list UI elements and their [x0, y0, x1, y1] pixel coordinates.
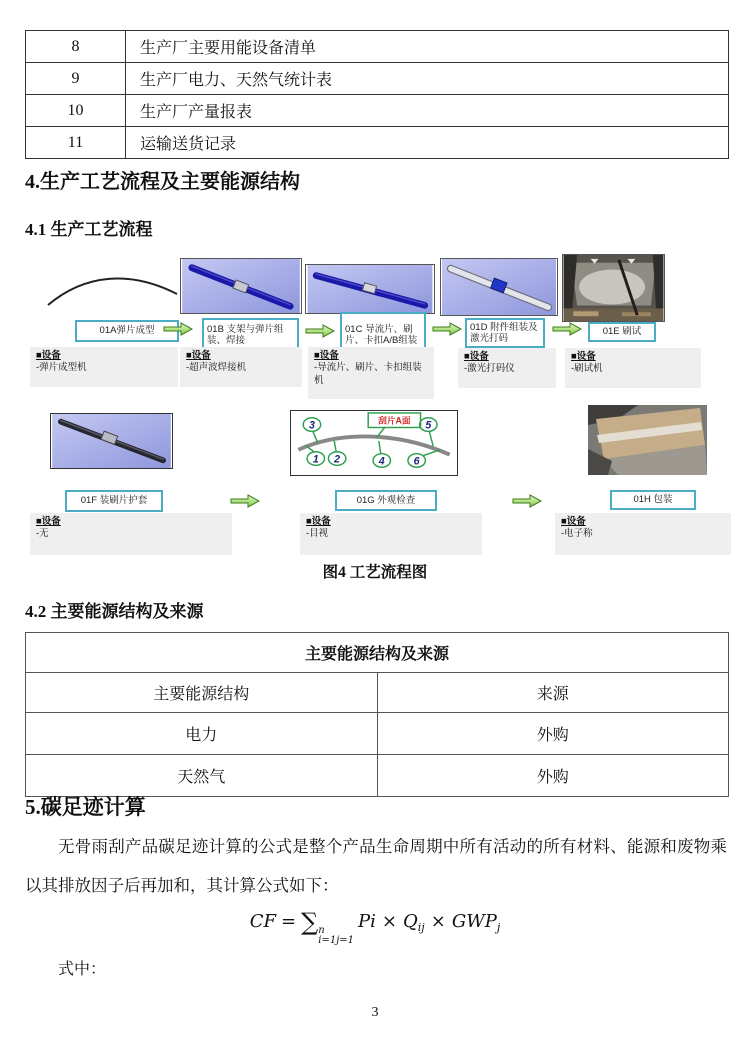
equipment-note-01B: [180, 347, 302, 387]
flow-arrow-icon: [432, 322, 462, 336]
table-row: [26, 713, 729, 755]
formula-cf: CF: [249, 911, 277, 932]
formula-q-subscript: ij: [417, 921, 425, 934]
equipment-note-01D: [458, 348, 556, 388]
section-4-1-heading: 4.1 生产工艺流程: [25, 220, 153, 239]
wiper-with-cover-image: [50, 413, 173, 469]
sigma-symbol: ∑: [301, 908, 319, 936]
equipment-note-01E: [565, 348, 701, 388]
sum-limits: [318, 926, 354, 946]
table-row: [26, 95, 729, 127]
energy-cell: 天然气: [26, 755, 378, 797]
sketch-number-4: 4: [378, 455, 385, 468]
sketch-number-1: 1: [312, 453, 319, 466]
equipment-note-01F: [30, 513, 232, 555]
station-01F-box: 01F 装刷片护套: [65, 490, 163, 512]
flow-arrow-icon: [552, 322, 582, 336]
formula-equals: =: [281, 911, 297, 932]
sum-lower-limit: i=1j=1: [318, 935, 355, 946]
times-sign: ×: [430, 911, 446, 932]
equipment-note-01H: [555, 513, 731, 555]
doc-row-text: 运输送货记录: [126, 127, 729, 159]
windshield-test-photo: [562, 254, 665, 322]
equipment-item: -超声波焊接机: [186, 362, 247, 374]
section-4-heading: 4.生产工艺流程及主要能源结构: [25, 171, 300, 193]
station-01G-box: 01G 外观检查: [335, 490, 437, 511]
section-4-2-heading: 4.2 主要能源结构及来源: [25, 602, 204, 621]
energy-cell: 外购: [377, 755, 729, 797]
sketch-number-6: 6: [413, 455, 420, 468]
page-number: 3: [371, 1005, 379, 1020]
formula-term-p: Pi: [358, 911, 376, 932]
wiper-assembly-image: [180, 258, 302, 314]
equipment-item: -电子称: [561, 528, 593, 540]
station-01H-box: 01H 包装: [610, 490, 696, 510]
table-row: [26, 127, 729, 159]
times-sign: ×: [381, 911, 398, 932]
equipment-item: -刷试机: [571, 363, 603, 375]
coded-wiper-image: [440, 258, 558, 316]
equipment-label: ■设备: [314, 350, 339, 361]
carbon-footprint-paragraph: 无骨雨刮产品碳足迹计算的公式是整个产品生命周期中所有活动的所有材料、能源和废物乘以其排放因子后再加和，其计算公式如下：: [25, 837, 727, 895]
energy-cell: 电力: [26, 713, 378, 755]
equipment-item: -激光打码仪: [464, 363, 515, 375]
equipment-label: ■设备: [186, 350, 211, 361]
doc-row-number: 10: [26, 95, 126, 127]
energy-cell: 外购: [377, 713, 729, 755]
sketch-number-2: 2: [334, 453, 341, 466]
doc-row-text: 生产厂电力、天然气统计表: [126, 63, 729, 95]
station-01A-box: 01A弹片成型: [75, 320, 179, 342]
equipment-label: ■设备: [36, 350, 61, 361]
energy-structure-table: [25, 632, 729, 797]
wiper-with-clips-image: [305, 264, 435, 314]
equipment-item: -导流片、刷片、卡扣组装机: [314, 362, 422, 386]
packaging-box-photo: [588, 405, 707, 475]
equipment-note-01A: [30, 347, 178, 387]
equipment-label: ■设备: [464, 351, 489, 362]
equipment-item: -弹片成型机: [36, 362, 87, 374]
station-01E-box: 01E 刷试: [588, 322, 656, 342]
station-01C-box: 01C 导流片、刷片、卡扣A/B组装: [340, 312, 426, 358]
flow-arrow-icon: [512, 494, 542, 508]
station-01B-box: 01B 支架与弹片组装、焊接: [202, 318, 299, 352]
station-01D-box: 01D 附件组装及激光打码: [465, 318, 545, 348]
formula-intro-label: 式中：: [58, 961, 107, 978]
sum-upper-limit: n: [318, 925, 325, 936]
doc-row-text: 生产厂主要用能设备清单: [126, 31, 729, 63]
energy-table-title: 主要能源结构及来源: [26, 633, 729, 673]
formula-term-gwp: GWP: [451, 911, 497, 932]
figure-caption: 图4 工艺流程图: [322, 564, 428, 581]
inspection-points-sketch: [290, 410, 458, 476]
table-row: [26, 31, 729, 63]
flow-arrow-icon: [230, 494, 260, 508]
equipment-label: ■设备: [561, 516, 586, 527]
energy-col2-header: 来源: [377, 673, 729, 713]
sketch-label: 刮片A面: [378, 415, 411, 426]
doc-row-number: 9: [26, 63, 126, 95]
cf-formula: [0, 908, 750, 946]
table-row: [26, 63, 729, 95]
flow-arrow-icon: [305, 324, 335, 338]
sketch-number-5: 5: [425, 419, 432, 432]
doc-row-text: 生产厂产量报表: [126, 95, 729, 127]
process-flow-diagram: [23, 252, 733, 558]
section-5-heading: 5.碳足迹计算: [25, 795, 146, 819]
equipment-note-01C: [308, 347, 434, 399]
equipment-item: -目视: [306, 528, 329, 540]
energy-col1-header: 主要能源结构: [26, 673, 378, 713]
doc-row-number: 11: [26, 127, 126, 159]
flow-arrow-icon: [163, 322, 193, 336]
spring-strip-curve-image: [45, 266, 180, 312]
equipment-label: ■设备: [571, 351, 596, 362]
formula-gwp-subscript: j: [496, 921, 501, 934]
equipment-note-01G: [300, 513, 482, 555]
equipment-label: ■设备: [306, 516, 331, 527]
sketch-number-3: 3: [308, 419, 315, 432]
equipment-label: ■设备: [36, 516, 61, 527]
doc-row-number: 8: [26, 31, 126, 63]
formula-term-q: Q: [403, 911, 418, 932]
table-row: [26, 673, 729, 713]
document-list-table: [25, 30, 729, 159]
equipment-item: -无: [36, 528, 49, 540]
table-row: [26, 633, 729, 673]
